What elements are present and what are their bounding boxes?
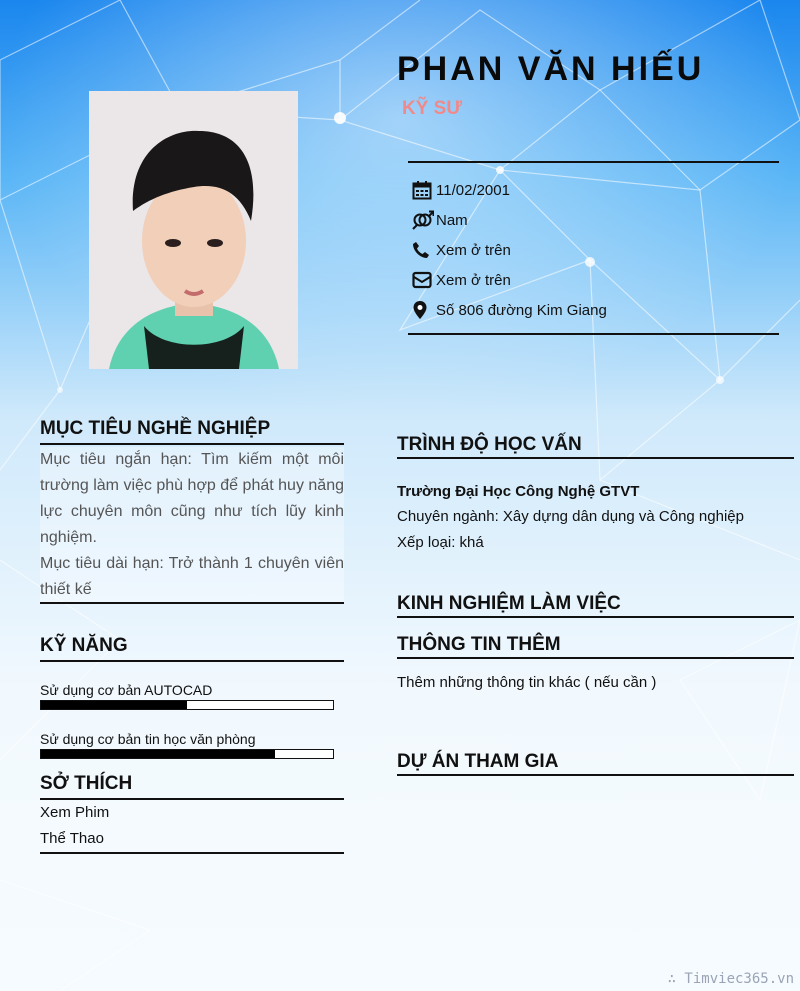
education-rank: Xếp loại: khá	[397, 534, 484, 551]
hobby-item: Xem Phim	[40, 804, 110, 821]
info-row-address	[412, 295, 607, 325]
objective-title: MỤC TIÊU NGHỀ NGHIỆP	[40, 418, 271, 439]
birthday-text: 11/02/2001	[436, 181, 510, 199]
candidate-name: PHAN VĂN HIẾU	[397, 50, 705, 88]
profile-photo	[89, 91, 298, 369]
objective-long-term: Mục tiêu dài hạn: Trở thành 1 chuyên viên thiết kế	[40, 551, 344, 603]
portrait-image	[89, 91, 298, 369]
phone-icon	[412, 239, 436, 261]
watermark: ∴ Timviec365.vn	[667, 971, 794, 987]
gender-text: Nam	[436, 211, 468, 229]
projects-rule	[397, 774, 794, 776]
hobbies-list	[40, 800, 344, 852]
experience-rule	[397, 616, 794, 618]
personal-info	[412, 175, 607, 325]
hobbies-title: SỞ THÍCH	[40, 773, 133, 794]
objective-short-term: Mục tiêu ngắn hạn: Tìm kiếm một môi trường làm việc phù hợp để phát huy năng lực chuyên môn cũng như tích lũy kinh nghiệm.	[40, 447, 344, 551]
objective-text	[40, 447, 344, 603]
email-text: Xem ở trên	[436, 271, 511, 289]
education-title: TRÌNH ĐỘ HỌC VẤN	[397, 434, 582, 455]
objective-rule	[40, 443, 344, 445]
skill-bar-fill	[41, 750, 275, 758]
info-divider-top	[408, 161, 779, 163]
education-school: Trường Đại Học Công Nghệ GTVT	[397, 483, 640, 500]
skills-title: KỸ NĂNG	[40, 635, 128, 656]
hobby-item: Thể Thao	[40, 830, 104, 847]
location-pin-icon	[412, 299, 436, 321]
info-divider-bottom	[408, 333, 779, 335]
education-rule	[397, 457, 794, 459]
info-row-gender	[412, 205, 607, 235]
email-icon	[412, 269, 436, 291]
projects-title: DỰ ÁN THAM GIA	[397, 751, 559, 772]
candidate-title: KỸ SƯ	[402, 98, 463, 119]
extra-info-text: Thêm những thông tin khác ( nếu cần )	[397, 674, 657, 691]
skill-bar	[40, 749, 334, 759]
skill-bar-fill	[41, 701, 187, 709]
calendar-icon	[412, 179, 436, 201]
skill-name: Sử dụng cơ bản AUTOCAD	[40, 682, 213, 698]
skills-rule	[40, 660, 344, 662]
objective-rule-bottom	[40, 602, 344, 604]
info-row-birthday	[412, 175, 607, 205]
hobbies-rule-bottom	[40, 852, 344, 854]
skill-bar	[40, 700, 334, 710]
extra-info-title: THÔNG TIN THÊM	[397, 634, 561, 655]
gender-icon	[412, 209, 436, 231]
experience-title: KINH NGHIỆM LÀM VIỆC	[397, 593, 621, 614]
info-row-email	[412, 265, 607, 295]
extra-info-rule	[397, 657, 794, 659]
address-text: Số 806 đường Kim Giang	[436, 301, 607, 319]
skill-name: Sử dụng cơ bản tin học văn phòng	[40, 731, 256, 747]
phone-text: Xem ở trên	[436, 241, 511, 259]
education-major: Chuyên ngành: Xây dựng dân dụng và Công nghiệp	[397, 508, 744, 525]
info-row-phone	[412, 235, 607, 265]
